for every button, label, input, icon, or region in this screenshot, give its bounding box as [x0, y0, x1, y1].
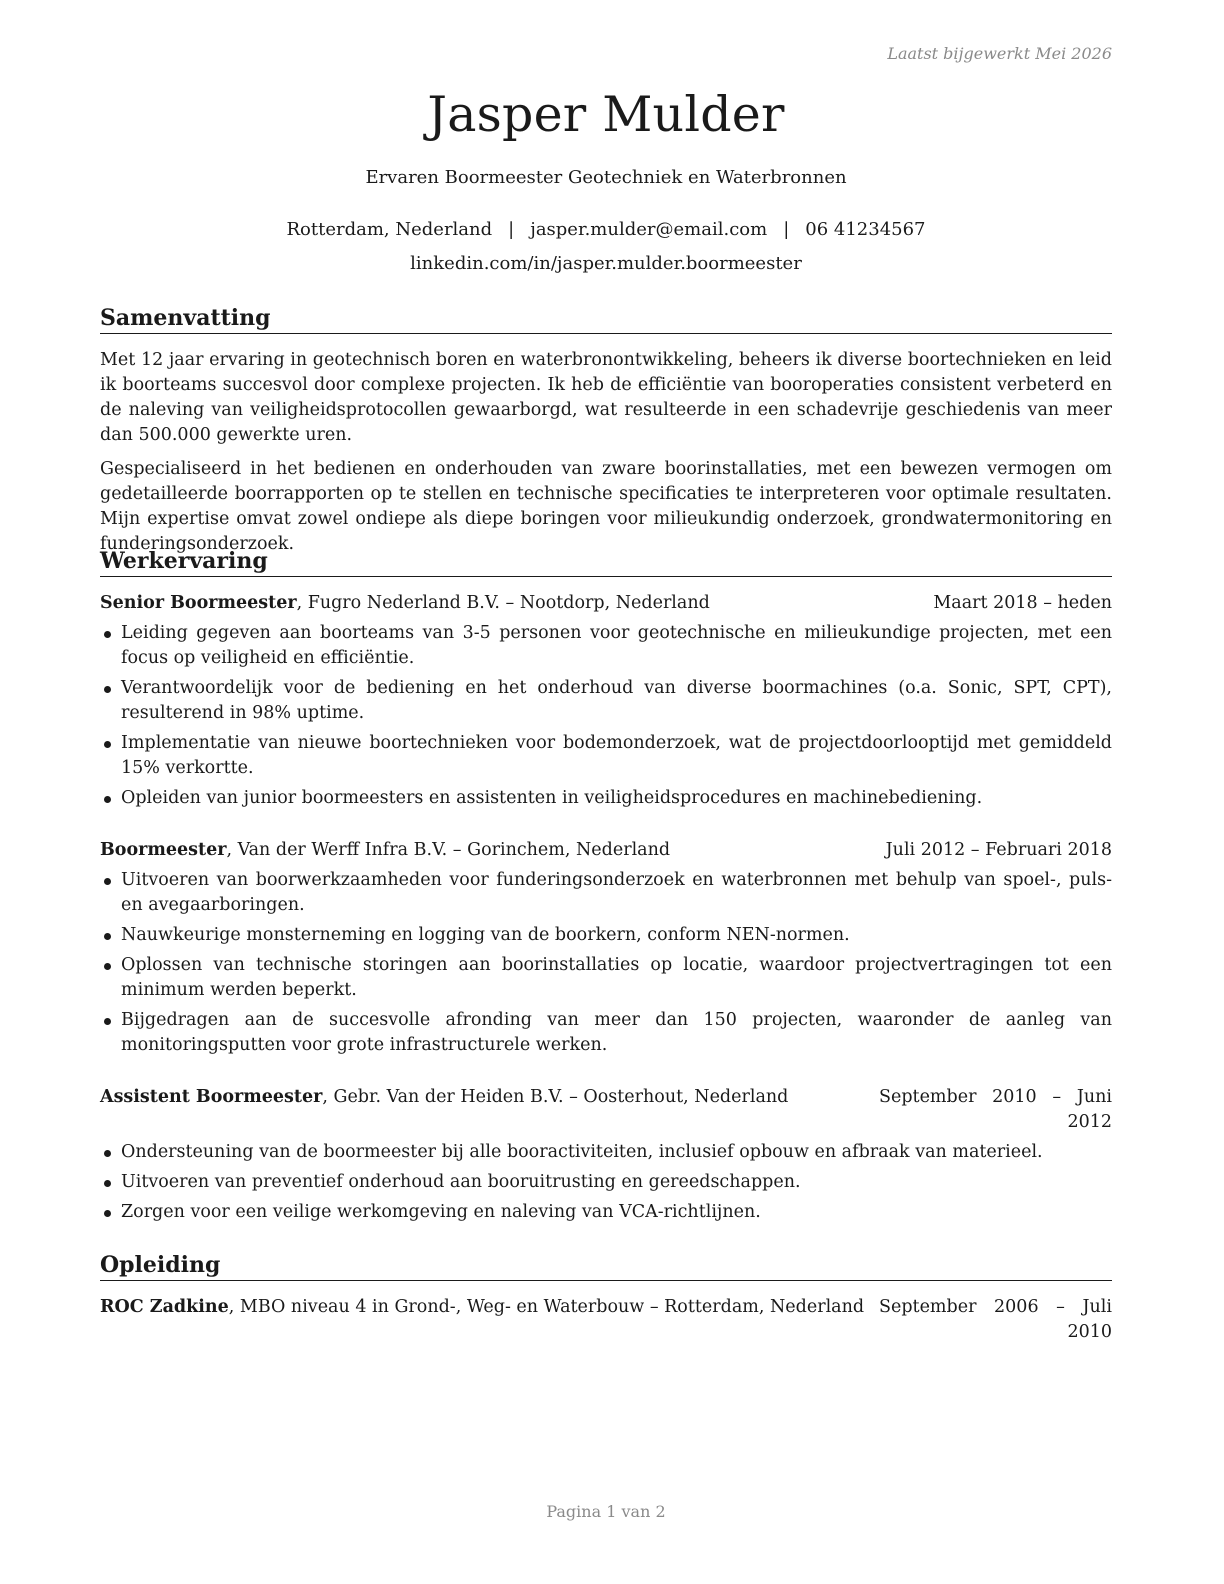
- linkedin-link[interactable]: linkedin.com/in/jasper.mulder.boormeester: [410, 253, 802, 274]
- section-title-summary: Samenvatting: [100, 304, 1112, 334]
- job-role: Senior Boormeester: [100, 593, 297, 613]
- list-item: Uitvoeren van preventief onderhoud aan booruitrusting en gereedschappen.: [100, 1170, 1112, 1195]
- contact-separator: |: [783, 219, 790, 240]
- list-item: Verantwoordelijk voor de bediening en het onderhoud van diverse boormachines (o.a. Sonic, SPT, CPT), resulterend in 98% uptime.: [100, 676, 1112, 726]
- section-title-education: Opleiding: [100, 1251, 1112, 1281]
- candidate-name: Jasper Mulder: [427, 86, 785, 143]
- job-bullets: [100, 621, 1112, 816]
- job-header: [100, 591, 1112, 616]
- job-header: [100, 838, 1112, 863]
- job-header: [100, 1085, 1112, 1132]
- list-item: Bijgedragen aan de succesvolle afronding van meer dan 150 projecten, waaronder de aanleg van monitoringsputten voor grote infrastructurele werken.: [100, 1008, 1112, 1058]
- job-employer: , Gebr. Van der Heiden B.V. – Oosterhout, Nederland: [322, 1087, 789, 1107]
- summary-paragraph: Gespecialiseerd in het bedienen en onderhouden van zware boorinstallaties, met een bewezen vermogen om gedetailleerde boorrapporten op te stellen en technische specificaties te interpreteren voor optimale resultaten. Mijn expertise omvat zowel ondiepe als diepe boringen voor milieukundig onderzoek, grondwatermonitoring en funderingsonderzoek.: [100, 459, 1112, 554]
- contact-separator: |: [508, 219, 515, 240]
- contact-phone[interactable]: 06 41234567: [805, 219, 926, 240]
- job-employer: , Fugro Nederland B.V. – Nootdorp, Nederland: [296, 593, 710, 613]
- education-dates: September 2006 – Juli 2010: [879, 1297, 1112, 1342]
- list-item: Nauwkeurige monsterneming en logging van de boorkern, conform NEN-normen.: [100, 923, 1112, 948]
- summary-paragraph: Met 12 jaar ervaring in geotechnisch boren en waterbronontwikkeling, beheers ik diverse boortechnieken en leid ik boorteams succesvol door complexe projecten. Ik heb de efficiëntie van booroperaties consistent verbeterd en de naleving van veiligheidsprotocollen gewaarborgd, wat resulteerde in een schadevrije geschiedenis van meer dan 500.000 gewerkte uren.: [100, 350, 1112, 445]
- resume-page: [100, 0, 1112, 1584]
- job-bullets: [100, 868, 1112, 1063]
- list-item: Zorgen voor een veilige werkomgeving en naleving van VCA-richtlijnen.: [100, 1200, 1112, 1225]
- job-dates: Juli 2012 – Februari 2018: [885, 840, 1112, 860]
- job-dates: Maart 2018 – heden: [933, 593, 1112, 613]
- contact-email[interactable]: jasper.mulder@email.com: [530, 219, 768, 240]
- list-item: Implementatie van nieuwe boortechnieken voor bodemonderzoek, wat de projectdoorlooptijd met gemiddeld 15% verkortte.: [100, 731, 1112, 781]
- job-dates: September 2010 – Juni 2012: [879, 1087, 1112, 1132]
- job-bullets: [100, 1140, 1112, 1230]
- list-item: Oplossen van technische storingen aan boorinstallaties op locatie, waardoor projectvertragingen tot een minimum werden beperkt.: [100, 953, 1112, 1003]
- education-school: ROC Zadkine: [100, 1297, 229, 1317]
- job-employer: , Van der Werff Infra B.V. – Gorinchem, Nederland: [226, 840, 671, 860]
- education-entry: [100, 1295, 1112, 1342]
- professional-title: Ervaren Boormeester Geotechniek en Waterbronnen: [365, 167, 847, 188]
- education-program: , MBO niveau 4 in Grond-, Weg- en Waterbouw – Rotterdam, Nederland: [228, 1297, 865, 1317]
- job-role: Boormeester: [100, 840, 227, 860]
- job-role: Assistent Boormeester: [100, 1087, 323, 1107]
- list-item: Opleiden van junior boormeesters en assistenten in veiligheidsprocedures en machinebediening.: [100, 786, 1112, 811]
- contact-location: Rotterdam, Nederland: [286, 219, 493, 240]
- page-number: Pagina 1 van 2: [546, 1502, 666, 1521]
- last-updated: Laatst bijgewerkt Mei 2026: [887, 44, 1112, 63]
- list-item: Uitvoeren van boorwerkzaamheden voor funderingsonderzoek en waterbronnen met behulp van spoel-, puls- en avegaarboringen.: [100, 868, 1112, 918]
- contact-line: [100, 219, 1112, 240]
- list-item: Ondersteuning van de boormeester bij alle booractiviteiten, inclusief opbouw en afbraak van materieel.: [100, 1140, 1112, 1165]
- section-title-experience: Werkervaring: [100, 547, 1112, 577]
- list-item: Leiding gegeven aan boorteams van 3-5 personen voor geotechnische en milieukundige projecten, met een focus op veiligheid en efficiëntie.: [100, 621, 1112, 671]
